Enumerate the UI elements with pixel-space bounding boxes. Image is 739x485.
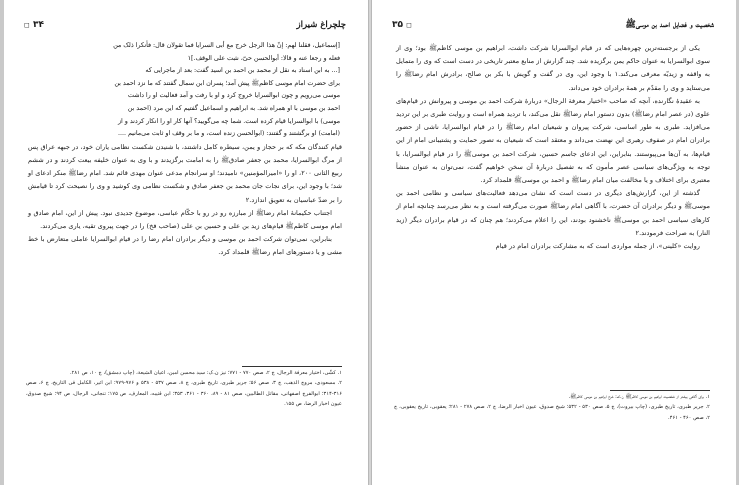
footnote-separator	[610, 390, 710, 391]
page-header	[24, 20, 346, 31]
paragraph: قیام کنندگان مکه که بر حجاز و یمن، سیطره کامل داشتند، با شنیدن شکست نظامی یاران خود، در جبهه عراق پس از مرگ ابوالسرایا، محمد بن جعفر صادق‌ﷺ را به امامت برگزیدند و با وی به عنوان خلیفه بیعت کردند و در ششم ربیع الثانی ۲۰۰، او را «امیرالمؤمنین» نامیدند؛ او سرانجام مدعی عنوان مهدی قائم شد. امام رضاﷺ منکر ادعای او شد؛ با وجود این، برای نجات جان محمد بن جعفر صادق و شکست نظامی وی کوشید و وی را نصیحت کرد تا قیامش را بر ضدّ عباسیان به تعویق اندازد.۲	[28, 142, 342, 204]
running-title: چلچراغ شیراز	[296, 20, 346, 30]
paragraph: بنابراین، نمی‌توان شرکت احمد بن موسی و دیگر برادران امام رضا را در قیام ابوالسرایا عاملی متعارض با خط مشی و یا دستورهای امام رضاﷺ قلمداد کرد.	[28, 235, 342, 257]
quote-line: احمد بن موسی با او همراه شد. به ابراهیم و اسماعیل گفتیم که این مرد (احمد بن	[127, 104, 340, 112]
quote-line: برای حضرت امام موسی کاظم‌ﷺ پیش آمد؛ پسران ابن سمال گفتند که ما نزد احمد بن	[114, 79, 340, 87]
quote-line: فعله و رجعا عنه و قالا: أبوالحسن حیّ، نثبت علی الوقف.]۱	[187, 54, 340, 62]
page-number	[392, 20, 412, 31]
footnotes	[394, 392, 710, 423]
running-title: شخصیت و فضایل احمد بن موسی‌ﷺ	[625, 20, 714, 30]
page-34	[4, 0, 368, 485]
footnote-separator	[242, 366, 342, 367]
page-body	[28, 40, 342, 260]
page-35	[372, 0, 736, 485]
quote-line: [... به ابن اسناد به نقل از محمد بن احمد بن اسید گفت: بعد از ماجرایی که	[145, 67, 340, 75]
paragraph: روایت «کلینی»، از جمله مواردی است که به مشارکت برادران امام در قیام	[495, 242, 700, 251]
paragraph: به عقیدهٔ نگارنده، آنچه که صاحب «اختیار معرفة الرجال» دربارهٔ شرکت احمد بن موسی و پیروانش در قیام‌های علوی (در عصر امام رضاﷺ) بدون دستور امام رضاﷺ نقل می‌کند، با تردید همراه است و روایت طبری بر این تردید می‌افزاید. طبری به طور اساسی، شرکت پیروان و شیعیان امام رضاﷺ را در قیام ابوالسرایا، ناشی از حضور برادران امام در صفوف رهبری این نهضت می‌داند و معتقد است که شیعیان به تصور حمایت و پشتیبانی امام از این قیام‌ها، به آن‌ها می‌پیوستند. بنابراین، این ادعای جاسم حسین، شرکت احمد بن موسی‌ﷺ را در قیام ابوالسرایا، با توجه به ویژگی‌های سیاسی عصر مأمون که به تفصیل دربارهٔ آن سخن خواهیم گفت، نمی‌توان به عنوان منشأ معتبری برای اختلاف و یا مخالفت میان امام رضاﷺ و احمد بن موسی‌ﷺ قلمداد کرد.	[396, 96, 710, 185]
paragraph: یکی از برجسته‌ترین چهره‌هایی که در قیام ابوالسرایا شرکت داشت، ابراهیم بن موسی کاظم‌ﷺ بود؛ وی از سوی ابوالسرایا به عنوان حاکم یمن برگزیده شد. چند گزارش از منابع معتبر تاریخی در دست است که وی را متمایل به واقفه و زیدیّه معرفی می‌کند.۱ با وجود این، وی در گفت و گویش با بکر بن صالح، برادرش امام رضاﷺ را می‌ستاید و وی را مقدّم بر همهٔ برادران خود می‌داند.	[396, 44, 711, 92]
page-header	[392, 20, 714, 31]
quote-line: [إسماعیل، فقلنا لهم: إنّ هذا الرجل خرج مع أبی السرایا فما تقولان قال: فأنکرا ذلک من	[113, 42, 340, 49]
footnote: ۲. مسعودی، مروج الذهب، ج ۳، صص ۵۶؛ جریر طبری، تاریخ طبری، ج ۸، صص ۵۳۷ - ۵۳۸ و ۹۷۶-۹۷۹؛ ابن اثیر، الکامل فی التاریخ، ج ۶، صص ۳۱۶-۳۱۴؛ ابوالفرج اصفهانی، مقاتل الطالبین، صص ۸۱ - ۸۹، ۳۶۰ - ۳۶۱، ۳۵۳؛ ابن قتیبه، المعارف، ص ۱۷۵؛ تنجانی، الرجال، ص ۹۴؛ شیخ صدوق، عیون اخبار الرضا، ص ۱۵۵.	[26, 380, 343, 408]
paragraph: اجتناب حکیمانهٔ امام رضاﷺ از مبارزه رو در رو با حکّام عباسی، موضوع جدیدی نبود. پیش از این، امام صادق و امام موسی کاظم‌ﷺ قیام‌های زید بن علی و حسین بن علی (صاحب فخ) را در جهت پیروی تقیه، یاری می‌کردند.	[28, 208, 342, 230]
page-number	[24, 20, 44, 31]
footnotes	[26, 368, 342, 410]
quote-line: موسی) با ابوالسرایا قیام کرده است. شما چه می‌گویید؟ آنها کار او را انکار کردند و از	[118, 117, 340, 125]
paragraph: گذشته از این، گزارش‌های دیگری در دست است که نشان می‌دهد فعالیت‌های سیاسی و نظامی احمد بن موسی‌ﷺ و دیگر برادران آن حضرت، با آگاهی امام رضاﷺ صورت می‌گرفته است و به نظر می‌رسد چنانچه امام از کارهای سیاسی احمد بن موسی‌ﷺ ناخشنود بودند، این را اعلام می‌کردند؛ هم چنان که در قیام برادران دیگر (زید النار) به صراحت فرمودند.۲	[396, 189, 710, 237]
footnote: ۱. برای آگاهی بیشتر از شخصیت ابراهیم بن موسی کاظم‌ﷺ ن.ک: شرح ابراهیم بن موسی کاظم‌ﷺ.	[568, 394, 710, 400]
page-body	[396, 42, 710, 253]
footnote: ۱. کشّی، اختیار معرفة الرجال، ج ۲، صص ۷۷۰ - ۷۷۱؛ نیز ن.ک: سید محسن امین، اعیان الشیعة، (چاپ دمشق)، ج ۱۰، ص ۲۸۱.	[69, 370, 342, 376]
page-marker-icon: ◻	[24, 21, 30, 29]
quote-line: موسی می‌رویم و چون ابوالسرایا خروج کرد و او با رفت و آمد فعالیت او را داشت	[127, 92, 340, 100]
page-number-text: ۳۵	[392, 20, 403, 30]
page-number-text: ۳۴	[32, 20, 44, 30]
footnote: ۲. جریر طبری، تاریخ طبری، (چاپ بیروت)، ج ۵، صص ۵۳۰ - ۵۳۲؛ شیخ صدوق، عیون اخبار الرضا، ج ۲، صص ۲۷۸ - ۲۸۱؛ یعقوبی، تاریخ یعقوبی، ج ۲، صص ۴۶۰ - ۴۶۱.	[394, 404, 710, 421]
page-marker-icon: ◻	[406, 21, 412, 29]
quote-line: (امامت) او برگشتند و گفتند: (ابوالحسن زنده است، و ما بر وقف او ثابت می‌مانیم ....	[117, 130, 340, 138]
